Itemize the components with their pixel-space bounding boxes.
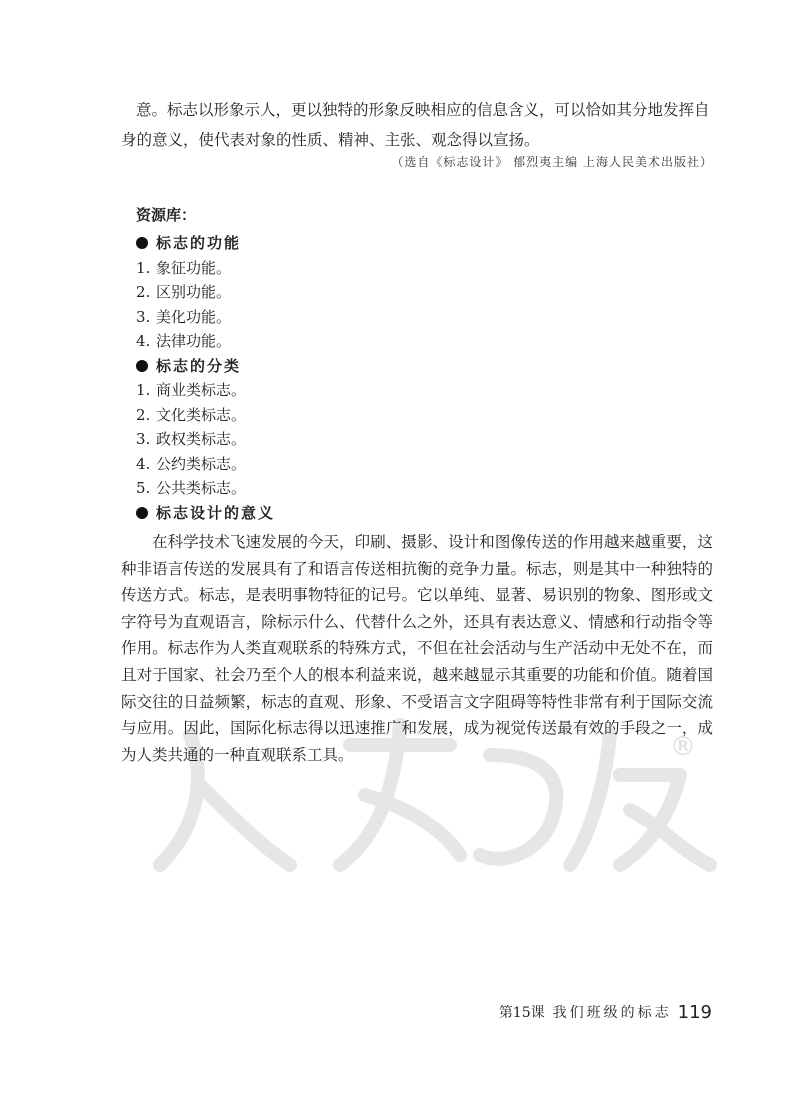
list-item: 5. 公共类标志。 <box>136 479 247 497</box>
list-item: 4. 公约类标志。 <box>136 454 247 473</box>
intro-paragraph: 意。标志以形象示人，更以独特的形象反映相应的信息含义，可以恰如其分地发挥自身的意义，使代表对象的性质、精神、主张、观念得以宣扬。 <box>121 101 710 149</box>
list-item: 3. 政权类标志。 <box>136 430 247 448</box>
section-heading-text: 标志的分类 <box>156 356 242 375</box>
lesson-title: 我们班级的标志 <box>552 1005 672 1021</box>
bullet-icon <box>136 507 148 519</box>
section-heading <box>136 354 713 379</box>
section-heading <box>136 501 713 526</box>
category-list <box>121 378 713 501</box>
bullet-icon <box>136 237 148 249</box>
list-item: 2. 文化类标志。 <box>136 405 247 424</box>
resource-library-title: 资源库： <box>136 206 197 224</box>
list-item: 1. 商业类标志。 <box>136 381 247 399</box>
section-heading-text: 标志设计的意义 <box>156 503 276 522</box>
bullet-icon <box>136 360 148 372</box>
lesson-number: 第15课 <box>498 1005 545 1021</box>
section-heading-text: 标志的功能 <box>156 234 242 252</box>
source-citation: （选自《标志设计》 郁烈夷主编 上海人民美术出版社） <box>391 155 713 169</box>
section-categories <box>121 354 713 501</box>
list-item: 2. 区别功能。 <box>136 283 232 301</box>
section-significance <box>121 501 713 769</box>
watermark-registered-mark: ® <box>670 732 696 762</box>
section-heading <box>136 231 713 256</box>
significance-paragraph: 在科学技术飞速发展的今天，印刷、摄影、设计和图像传送的作用越来越重要，这种非语言传送的发展具有了和语言传送相抗衡的竞争力量。标志，则是其中一种独特的传送方式。标志，是表明事物特征的记号。它以单纯、显著、易识别的物象、图形或文字符号为直观语言，除标示什么、代替什么之外，还具有表达意义、情感和行动指令等作用。标志作为人类直观联系的特殊方式，不但在社会活动与生产活动中无处不在，而且对于国家、社会乃至个人的根本利益来说，越来越显示其重要的功能和价值。随着国际交往的日益频繁，标志的直观、形象、不受语言文字阻碍等特性非常有利于国际交流与应用。因此，国际化标志得以迅速推广和发展，成为视觉传送最有效的手段之一，成为人类共通的一种直观联系工具。 <box>121 533 713 764</box>
section-functions <box>121 231 713 354</box>
list-item: 1. 象征功能。 <box>136 258 232 277</box>
list-item: 4. 法律功能。 <box>136 332 232 350</box>
list-item: 3. 美化功能。 <box>136 307 232 326</box>
page-number: 119 <box>677 1002 712 1023</box>
function-list <box>121 256 713 354</box>
resource-library <box>121 203 713 768</box>
page-footer <box>499 1001 712 1025</box>
